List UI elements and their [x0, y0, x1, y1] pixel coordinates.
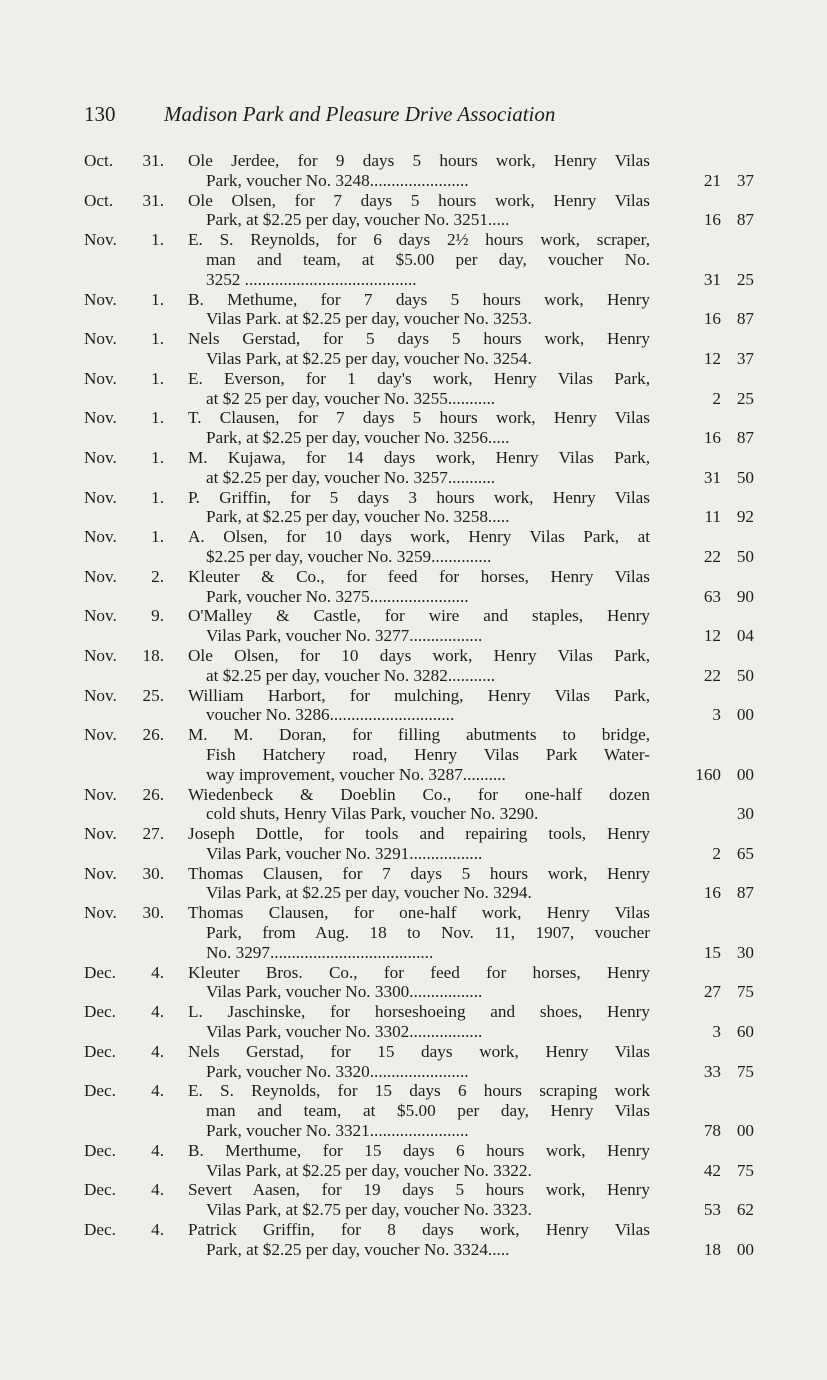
- entry-description: [188, 448, 650, 488]
- entry-description: [188, 824, 650, 864]
- entry-description: [188, 1042, 650, 1082]
- entry-description-line: $2.25 per day, voucher No. 3259..............: [206, 546, 492, 566]
- entry-description-line: Kleuter & Co., for feed for horses, Henry Vilas: [188, 566, 650, 586]
- entry-description-line: Park, voucher No. 3320.......................: [206, 1061, 469, 1081]
- entry-month: Nov.: [84, 408, 117, 428]
- entry-amount-cents: 30: [736, 942, 754, 962]
- entry-description: [188, 725, 650, 784]
- entry-description-line: Ole Jerdee, for 9 days 5 hours work, Henry Vilas: [188, 151, 650, 170]
- entry-amount-cents: 87: [736, 428, 754, 448]
- ledger-entry: [84, 1141, 754, 1181]
- entry-day: 1.: [151, 289, 164, 309]
- entry-description: [188, 230, 650, 289]
- entry-day: 18.: [142, 645, 164, 665]
- entry-amount: [681, 270, 754, 290]
- entry-description-line: E. S. Reynolds, for 6 days 2½ hours work, scraper,: [188, 230, 650, 250]
- entry-amount-cents: 50: [736, 467, 754, 487]
- entry-description-line: Park, voucher No. 3321.......................: [206, 1121, 469, 1141]
- ledger-entry: [84, 151, 754, 191]
- ledger-entry: [84, 686, 754, 726]
- entry-month: Nov.: [84, 368, 117, 388]
- ledger-entry: [84, 785, 754, 825]
- entry-description-line: Park, voucher No. 3248.......................: [206, 170, 469, 190]
- entry-day: 2.: [151, 566, 164, 586]
- entry-description: [188, 903, 650, 962]
- ledger-entry: [84, 1042, 754, 1082]
- entry-amount-cents: 75: [736, 1061, 754, 1081]
- entry-description-line: 3252 ........................................: [206, 269, 417, 289]
- entry-description: [188, 1180, 650, 1220]
- entry-amount-cents: 50: [736, 546, 754, 566]
- entry-amount: [681, 1062, 754, 1082]
- entry-amount-cents: 50: [736, 665, 754, 685]
- entry-amount-dollars: 3: [712, 1022, 721, 1042]
- entry-description-line: O'Malley & Castle, for wire and staples, Henry: [188, 606, 650, 626]
- entry-day: 27.: [142, 824, 164, 844]
- entry-amount-cents: 04: [736, 626, 754, 646]
- entry-amount: [681, 1121, 754, 1141]
- entry-month: Dec.: [84, 1220, 116, 1240]
- entry-amount-cents: 00: [736, 705, 754, 725]
- entry-amount-dollars: 12: [703, 626, 721, 646]
- entry-description: [188, 488, 650, 528]
- entry-amount: [681, 547, 754, 567]
- entry-month: Oct.: [84, 190, 114, 210]
- entry-amount: [681, 705, 754, 725]
- entry-amount-cents: 37: [736, 170, 754, 190]
- entry-description: [188, 1220, 650, 1260]
- entry-amount: [681, 349, 754, 369]
- entry-amount-dollars: 31: [703, 467, 721, 487]
- entry-description-line: Vilas Park, at $2.75 per day, voucher No. 3323.: [206, 1200, 532, 1220]
- entry-month: Nov.: [84, 824, 117, 844]
- entry-month: Nov.: [84, 725, 117, 745]
- ledger-entry: [84, 864, 754, 904]
- entry-amount-dollars: 22: [703, 665, 721, 685]
- entry-description: [188, 1141, 650, 1181]
- entry-month: Nov.: [84, 566, 117, 586]
- entry-description-line: way improvement, voucher No. 3287..........: [206, 764, 506, 784]
- entry-description-line: Vilas Park, voucher No. 3277.................: [206, 626, 483, 646]
- entry-amount-cents: 25: [736, 269, 754, 289]
- entry-description-line: Ole Olsen, for 7 days 5 hours work, Henry Vilas: [188, 190, 650, 210]
- entry-description-line: Park, at $2.25 per day, voucher No. 3251.....: [206, 210, 510, 230]
- entry-amount-cents: 62: [736, 1200, 754, 1220]
- entry-description-line: Vilas Park, at $2.25 per day, voucher No. 3254.: [206, 348, 532, 368]
- entry-description-line: T. Clausen, for 7 days 5 hours work, Henry Vilas: [188, 408, 650, 428]
- entry-description: [188, 151, 650, 191]
- ledger-entry: [84, 448, 754, 488]
- ledger-entry: [84, 408, 754, 448]
- entry-description-line: E. Everson, for 1 day's work, Henry Vilas Park,: [188, 368, 650, 388]
- entry-description-line: Park, voucher No. 3275.......................: [206, 586, 469, 606]
- entry-description-line: Park, at $2.25 per day, voucher No. 3324.....: [206, 1239, 510, 1259]
- ledger-entry: [84, 824, 754, 864]
- entry-day: 1.: [151, 527, 164, 547]
- entry-description: [188, 864, 650, 904]
- entry-amount: [681, 666, 754, 686]
- ledger-entry: [84, 903, 754, 962]
- entry-amount-dollars: 12: [703, 348, 721, 368]
- entry-amount-cents: 00: [736, 1239, 754, 1259]
- entry-amount-dollars: 16: [703, 428, 721, 448]
- entry-description: [188, 567, 650, 607]
- entry-description: [188, 686, 650, 726]
- entry-description: [188, 191, 650, 231]
- ledger-entry: [84, 191, 754, 231]
- entry-amount: [681, 1240, 754, 1260]
- entry-amount-cents: 25: [736, 388, 754, 408]
- entry-amount-cents: 60: [736, 1022, 754, 1042]
- entry-amount: [681, 943, 754, 963]
- entry-day: 4.: [151, 1220, 164, 1240]
- entry-amount-dollars: 42: [703, 1160, 721, 1180]
- entry-description: [188, 1002, 650, 1042]
- entry-day: 1.: [151, 408, 164, 428]
- entry-day: 31.: [142, 190, 164, 210]
- entry-month: Dec.: [84, 1180, 116, 1200]
- entry-amount-cents: 87: [736, 883, 754, 903]
- entry-description: [188, 606, 650, 646]
- ledger-entry: [84, 725, 754, 784]
- entry-month: Dec.: [84, 1140, 116, 1160]
- entry-amount-dollars: 78: [703, 1121, 721, 1141]
- entry-amount: [681, 309, 754, 329]
- ledger-entry: [84, 290, 754, 330]
- entry-description-line: Patrick Griffin, for 8 days work, Henry Vilas: [188, 1220, 650, 1240]
- entry-day: 4.: [151, 1081, 164, 1101]
- entry-amount-dollars: 2: [712, 388, 721, 408]
- entry-month: Nov.: [84, 784, 117, 804]
- entry-description-line: Nels Gerstad, for 15 days work, Henry Vilas: [188, 1041, 650, 1061]
- entry-amount-dollars: 33: [703, 1061, 721, 1081]
- entry-description-line: B. Methume, for 7 days 5 hours work, Henry: [188, 289, 650, 309]
- entry-day: 25.: [142, 685, 164, 705]
- entry-amount-dollars: 16: [703, 883, 721, 903]
- ledger-entry: [84, 1220, 754, 1260]
- entry-month: Oct.: [84, 151, 114, 170]
- entry-month: Nov.: [84, 645, 117, 665]
- entry-description-line: at $2 25 per day, voucher No. 3255...........: [206, 388, 496, 408]
- entry-amount-cents: 75: [736, 1160, 754, 1180]
- entry-description-line: man and team, at $5.00 per day, Henry Vilas: [206, 1101, 650, 1121]
- entry-description-line: A. Olsen, for 10 days work, Henry Vilas Park, at: [188, 527, 650, 547]
- entry-description: [188, 963, 650, 1003]
- entry-amount-dollars: 27: [703, 982, 721, 1002]
- entry-day: 26.: [142, 784, 164, 804]
- entry-amount-dollars: 3: [712, 705, 721, 725]
- entry-description-line: Vilas Park, voucher No. 3300.................: [206, 982, 483, 1002]
- entry-description-line: P. Griffin, for 5 days 3 hours work, Henry Vilas: [188, 487, 650, 507]
- entry-amount-dollars: 31: [703, 269, 721, 289]
- entry-amount-dollars: 22: [703, 546, 721, 566]
- entry-description: [188, 527, 650, 567]
- entry-month: Dec.: [84, 1002, 116, 1022]
- entry-day: 9.: [151, 606, 164, 626]
- entry-description: [188, 290, 650, 330]
- entry-day: 31.: [142, 151, 164, 170]
- entry-description-line: M. M. Doran, for filling abutments to bridge,: [188, 725, 650, 745]
- page-title: Madison Park and Pleasure Drive Association: [164, 102, 556, 126]
- entry-day: 1.: [151, 329, 164, 349]
- entry-amount-dollars: 160: [695, 764, 721, 784]
- entry-description-line: Park, from Aug. 18 to Nov. 11, 1907, voucher: [206, 923, 650, 943]
- entry-amount: [681, 210, 754, 230]
- entry-description: [188, 329, 650, 369]
- entry-description-line: Ole Olsen, for 10 days work, Henry Vilas Park,: [188, 645, 650, 665]
- entry-amount: [681, 171, 754, 191]
- entry-description-line: Vilas Park, at $2.25 per day, voucher No. 3294.: [206, 883, 532, 903]
- ledger-entry: [84, 606, 754, 646]
- entry-month: Nov.: [84, 685, 117, 705]
- entry-amount: [681, 765, 754, 785]
- entry-day: 4.: [151, 1002, 164, 1022]
- entry-amount-dollars: 18: [703, 1239, 721, 1259]
- entry-month: Nov.: [84, 289, 117, 309]
- entry-description-line: man and team, at $5.00 per day, voucher No.: [206, 249, 650, 269]
- entry-amount-dollars: 11: [704, 507, 721, 527]
- ledger-entry: [84, 646, 754, 686]
- entry-amount-dollars: 53: [703, 1200, 721, 1220]
- entry-description-line: E. S. Reynolds, for 15 days 6 hours scraping work: [188, 1081, 650, 1101]
- entry-description-line: No. 3297......................................: [206, 942, 434, 962]
- entry-day: 4.: [151, 1140, 164, 1160]
- entry-amount: [681, 507, 754, 527]
- ledger-entry: [84, 1081, 754, 1140]
- entry-day: 4.: [151, 1041, 164, 1061]
- entry-month: Dec.: [84, 1041, 116, 1061]
- entry-amount: [681, 626, 754, 646]
- entry-month: Nov.: [84, 903, 117, 923]
- entry-description-line: B. Merthume, for 15 days 6 hours work, Henry: [188, 1140, 650, 1160]
- ledger-entry: [84, 963, 754, 1003]
- entry-amount: [681, 1022, 754, 1042]
- entry-description-line: Vilas Park, at $2.25 per day, voucher No. 3322.: [206, 1160, 532, 1180]
- entry-day: 1.: [151, 230, 164, 250]
- entry-month: Nov.: [84, 863, 117, 883]
- entry-description-line: Fish Hatchery road, Henry Vilas Park Water-: [206, 744, 650, 764]
- entry-amount-cents: 75: [736, 982, 754, 1002]
- entry-description-line: M. Kujawa, for 14 days work, Henry Vilas Park,: [188, 447, 650, 467]
- entry-amount: [681, 804, 754, 824]
- ledger-entry: [84, 1002, 754, 1042]
- entry-description-line: voucher No. 3286.............................: [206, 705, 455, 725]
- entry-amount-dollars: 15: [703, 942, 721, 962]
- entry-amount: [681, 389, 754, 409]
- entry-amount-cents: 92: [736, 507, 754, 527]
- ledger-entry: [84, 488, 754, 528]
- entry-description-line: Kleuter Bros. Co., for feed for horses, Henry: [188, 962, 650, 982]
- entry-amount: [681, 844, 754, 864]
- page-number: 130: [84, 102, 116, 126]
- entry-amount: [681, 1161, 754, 1181]
- entry-month: Dec.: [84, 962, 116, 982]
- entry-description: [188, 646, 650, 686]
- entry-amount-dollars: 63: [703, 586, 721, 606]
- entry-description-line: Park, at $2.25 per day, voucher No. 3256.....: [206, 428, 510, 448]
- entry-day: 4.: [151, 962, 164, 982]
- entry-amount-dollars: 16: [703, 309, 721, 329]
- entry-description-line: Vilas Park. at $2.25 per day, voucher No. 3253.: [206, 309, 532, 329]
- entry-amount-cents: 87: [736, 309, 754, 329]
- entry-description-line: Severt Aasen, for 19 days 5 hours work, Henry: [188, 1180, 650, 1200]
- entry-description-line: at $2.25 per day, voucher No. 3257...........: [206, 467, 496, 487]
- entry-description-line: Park, at $2.25 per day, voucher No. 3258.....: [206, 507, 510, 527]
- entry-description-line: Nels Gerstad, for 5 days 5 hours work, Henry: [188, 329, 650, 349]
- entry-amount-dollars: 16: [703, 210, 721, 230]
- entry-amount-cents: 87: [736, 210, 754, 230]
- entry-day: 1.: [151, 487, 164, 507]
- entry-description: [188, 408, 650, 448]
- entry-amount-dollars: 2: [712, 843, 721, 863]
- entry-amount-dollars: 21: [703, 170, 721, 190]
- entry-description-line: cold shuts, Henry Vilas Park, voucher No. 3290.: [206, 804, 539, 824]
- entry-amount: [681, 428, 754, 448]
- entry-amount-cents: 00: [736, 1121, 754, 1141]
- entry-amount: [681, 468, 754, 488]
- entry-amount: [681, 883, 754, 903]
- entry-description-line: Vilas Park, voucher No. 3302.................: [206, 1022, 483, 1042]
- entry-amount-cents: 90: [736, 586, 754, 606]
- entry-description-line: Thomas Clausen, for one-half work, Henry Vilas: [188, 903, 650, 923]
- entry-month: Nov.: [84, 447, 117, 467]
- entry-description-line: at $2.25 per day, voucher No. 3282...........: [206, 665, 496, 685]
- entry-description-line: L. Jaschinske, for horseshoeing and shoes, Henry: [188, 1002, 650, 1022]
- ledger-entry: [84, 1180, 754, 1220]
- entry-month: Nov.: [84, 230, 117, 250]
- ledger-entry: [84, 527, 754, 567]
- ledger-entry: [84, 369, 754, 409]
- ledger-entry: [84, 230, 754, 289]
- page-header: [84, 100, 684, 128]
- entry-description-line: Wiedenbeck & Doeblin Co., for one-half dozen: [188, 784, 650, 804]
- entry-amount-cents: 30: [736, 804, 754, 824]
- entry-description-line: Joseph Dottle, for tools and repairing tools, Henry: [188, 824, 650, 844]
- ledger-list: [84, 151, 754, 1260]
- entry-day: 1.: [151, 447, 164, 467]
- entry-description: [188, 1081, 650, 1140]
- entry-month: Nov.: [84, 329, 117, 349]
- entry-month: Nov.: [84, 606, 117, 626]
- entry-day: 30.: [142, 863, 164, 883]
- entry-amount-cents: 65: [736, 843, 754, 863]
- entry-day: 30.: [142, 903, 164, 923]
- entry-amount-cents: 00: [736, 764, 754, 784]
- entry-amount-cents: 37: [736, 348, 754, 368]
- entry-description: [188, 369, 650, 409]
- ledger-entry: [84, 567, 754, 607]
- entry-description-line: Thomas Clausen, for 7 days 5 hours work, Henry: [188, 863, 650, 883]
- entry-day: 26.: [142, 725, 164, 745]
- entry-description: [188, 785, 650, 825]
- ledger-entry: [84, 329, 754, 369]
- entry-amount: [681, 982, 754, 1002]
- entry-month: Dec.: [84, 1081, 116, 1101]
- entry-description-line: Vilas Park, voucher No. 3291.................: [206, 843, 483, 863]
- entry-day: 4.: [151, 1180, 164, 1200]
- entry-month: Nov.: [84, 487, 117, 507]
- entry-amount: [681, 587, 754, 607]
- entry-description-line: William Harbort, for mulching, Henry Vilas Park,: [188, 685, 650, 705]
- entry-month: Nov.: [84, 527, 117, 547]
- entry-day: 1.: [151, 368, 164, 388]
- entry-amount: [681, 1200, 754, 1220]
